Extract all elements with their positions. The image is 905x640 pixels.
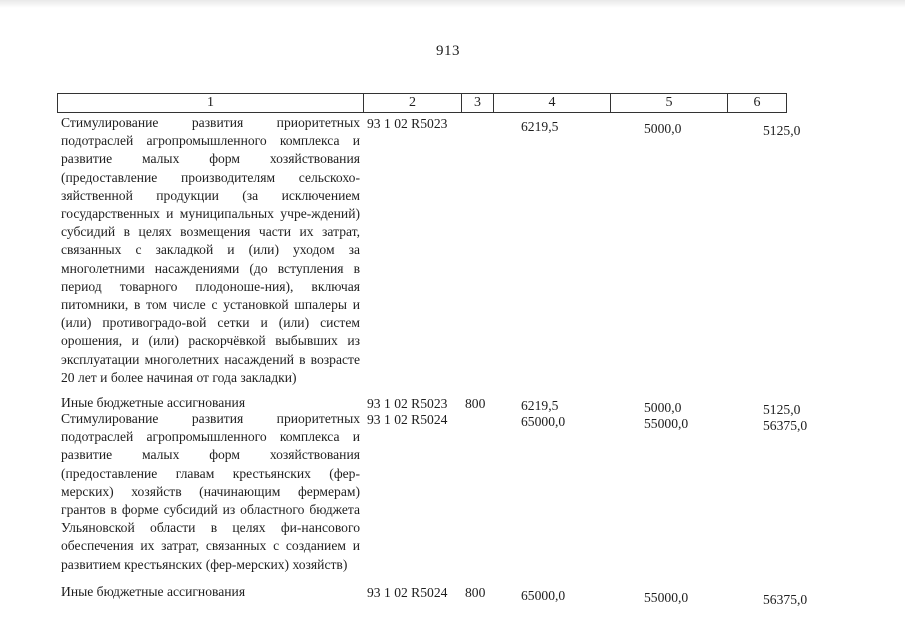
row-1-description: Стимулирование развития приоритетных подотраслей агропромышленного комплекса и развитие малых форм хозяйствования (предоставление производителям сельскохо-зяйственной продукции (за исключением государственных и муниципальных учре-ждений) субсидий в целях возмещения части их затрат, связанных с закладкой и (или) уходом за многолетними насаждениями (до вступления в период товарного плодоноше-ния), включая питомники, в том числе с установкой шпалеры и (или) противоградо-вой сетки и (или) систем орошения, и (или) раскорчёвкой выбывших из эксплуатации многолетних насаждений в возрасте 20 лет и более начиная от года закладки) [61,115,360,385]
row-3-col-6: 56375,0 [763,418,808,433]
row-3-code: 93 1 02 R5024 [367,412,448,427]
row-3-col-5: 55000,0 [644,416,689,431]
row-4-description: Иные бюджетные ассигнования [61,584,246,599]
row-2-col-4: 6219,5 [521,398,559,413]
row-1-col-6: 5125,0 [763,123,801,138]
row-4-col-5: 55000,0 [644,590,689,605]
header-col-6: 6 [727,94,787,112]
row-1-col-5: 5000,0 [644,121,682,136]
row-4-col-6: 56375,0 [763,592,808,607]
row-4-code: 93 1 02 R5024 [367,585,448,600]
scan-edge [0,0,905,8]
header-col-4: 4 [493,94,610,112]
row-4-type: 800 [465,585,486,600]
page-number: 913 [436,43,460,59]
header-col-2: 2 [363,94,461,112]
row-2-code: 93 1 02 R5023 [367,396,448,411]
header-col-5: 5 [610,94,727,112]
row-1-code: 93 1 02 R5023 [367,116,448,131]
table-header [57,93,787,113]
row-1-col-4: 6219,5 [521,119,559,134]
header-col-3: 3 [461,94,493,112]
header-col-1: 1 [57,94,363,112]
row-2-description: Иные бюджетные ассигнования [61,395,246,410]
row-4-col-4: 65000,0 [521,588,566,603]
row-2-type: 800 [465,396,486,411]
row-2-col-6: 5125,0 [763,402,801,417]
row-3-col-4: 65000,0 [521,414,566,429]
row-2-col-5: 5000,0 [644,400,682,415]
row-3-description: Стимулирование развития приоритетных подотраслей агропромышленного комплекса и развитие малых форм хозяйствования (предоставление главам крестьянских (фер-мерских) хозяйств (начинающим фермерам) грантов в форме субсидий из областного бюджета Ульяновской области в целях фи-нансового обеспечения их затрат, связанных с созданием и развитием крестьянских (фер-мерских) хозяйств) [61,411,360,572]
